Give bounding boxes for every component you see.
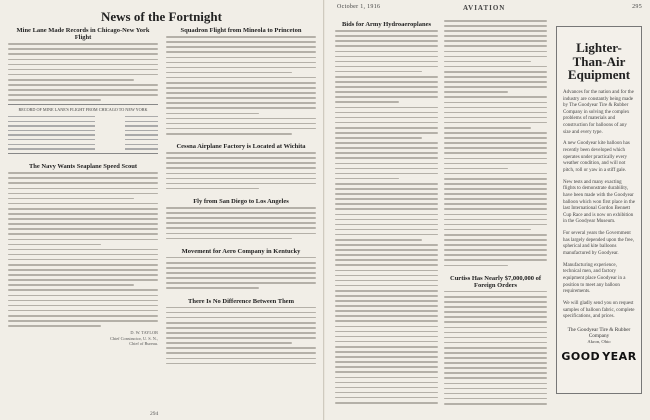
left-column-1 <box>8 26 158 406</box>
logo-text-right: YEAR <box>602 349 637 363</box>
page-number: 294 <box>150 411 159 417</box>
table-title: RECORD OF MINE LANE'S FLIGHT FROM CHICAGO TO NEW YORK <box>18 107 148 113</box>
article-headline: Mine Lane Made Records in Chicago-New York Flight <box>16 27 150 42</box>
logo-text-left: GOOD <box>561 349 601 363</box>
signature-office: Chief of Bureau. <box>129 341 158 347</box>
article-headline: There Is No Difference Between Them <box>188 297 294 305</box>
article-headline: Movement for Aero Company in Kentucky <box>181 247 301 255</box>
advertisement-column <box>553 20 645 406</box>
flight-record-table <box>8 104 158 154</box>
goodyear-logo <box>563 350 635 363</box>
left-page <box>0 0 324 420</box>
right-page <box>325 0 650 420</box>
ad-paragraph: New tests and many exacting flights to demonstrate durability, have been made with the Goodyear balloon which won first place in the last International Gordon Bennett Cup Race and is now on exhibition in the Goodyear Museum. <box>563 179 635 225</box>
article-headline: Curtiss Has Nearly $7,000,000 of Foreign Orders <box>450 274 541 289</box>
left-column-2 <box>166 26 316 406</box>
article-headline: The Navy Wants Seaplane Speed Scout <box>28 163 138 171</box>
ad-headline: Lighter-Than-Air Equipment <box>567 40 631 83</box>
ad-paragraph: We will gladly send you on request samples of balloon fabric, complete specifications, and prices. <box>563 300 635 320</box>
running-head-date: October 1, 1916 <box>337 4 381 10</box>
signature-title: Chief Constructor, U. S. N., <box>110 335 158 341</box>
ad-company-city: Akron, Ohio <box>587 338 611 344</box>
signature-name: D. W. TAYLOR <box>130 330 158 336</box>
article-headline: Fly from San Diego to Los Angeles <box>193 197 289 205</box>
ad-paragraph: A new Goodyear kite balloon has recently been developed which operates under practically every weather condition, and will not pitch, roll or yaw in a stiff gale. <box>563 141 630 173</box>
article-headline: Squadron Flight from Mineola to Princeton <box>180 27 302 34</box>
running-head-title: AVIATION <box>463 4 506 12</box>
article-headline: Bids for Army Hydroaeroplanes <box>341 21 432 28</box>
page-masthead: News of the Fortnight <box>101 9 222 24</box>
ad-paragraph: For several years the Government has largely depended upon the free, spherical and kite balloons manufactured by Goodyear. <box>563 231 634 257</box>
signature-block <box>8 330 158 347</box>
right-column-1 <box>335 20 547 406</box>
goodyear-advertisement <box>556 26 642 394</box>
ad-paragraph: Manufacturing experience, technical men, and factory equipment place Goodyear in a position to meet any balloon requirements. <box>563 262 626 295</box>
ad-company-name: The Goodyear Tire & Rubber Company <box>567 326 631 339</box>
ad-paragraph: Advances for the nation and for the industry are constantly being made by The Goodyear Tire & Rubber Company in solving the complex problems of materials and construction for balloons of any size and every type. <box>563 89 634 135</box>
page-number: 295 <box>632 4 642 10</box>
article-headline: Cessna Airplane Factory is Located at Wichita <box>176 143 306 151</box>
